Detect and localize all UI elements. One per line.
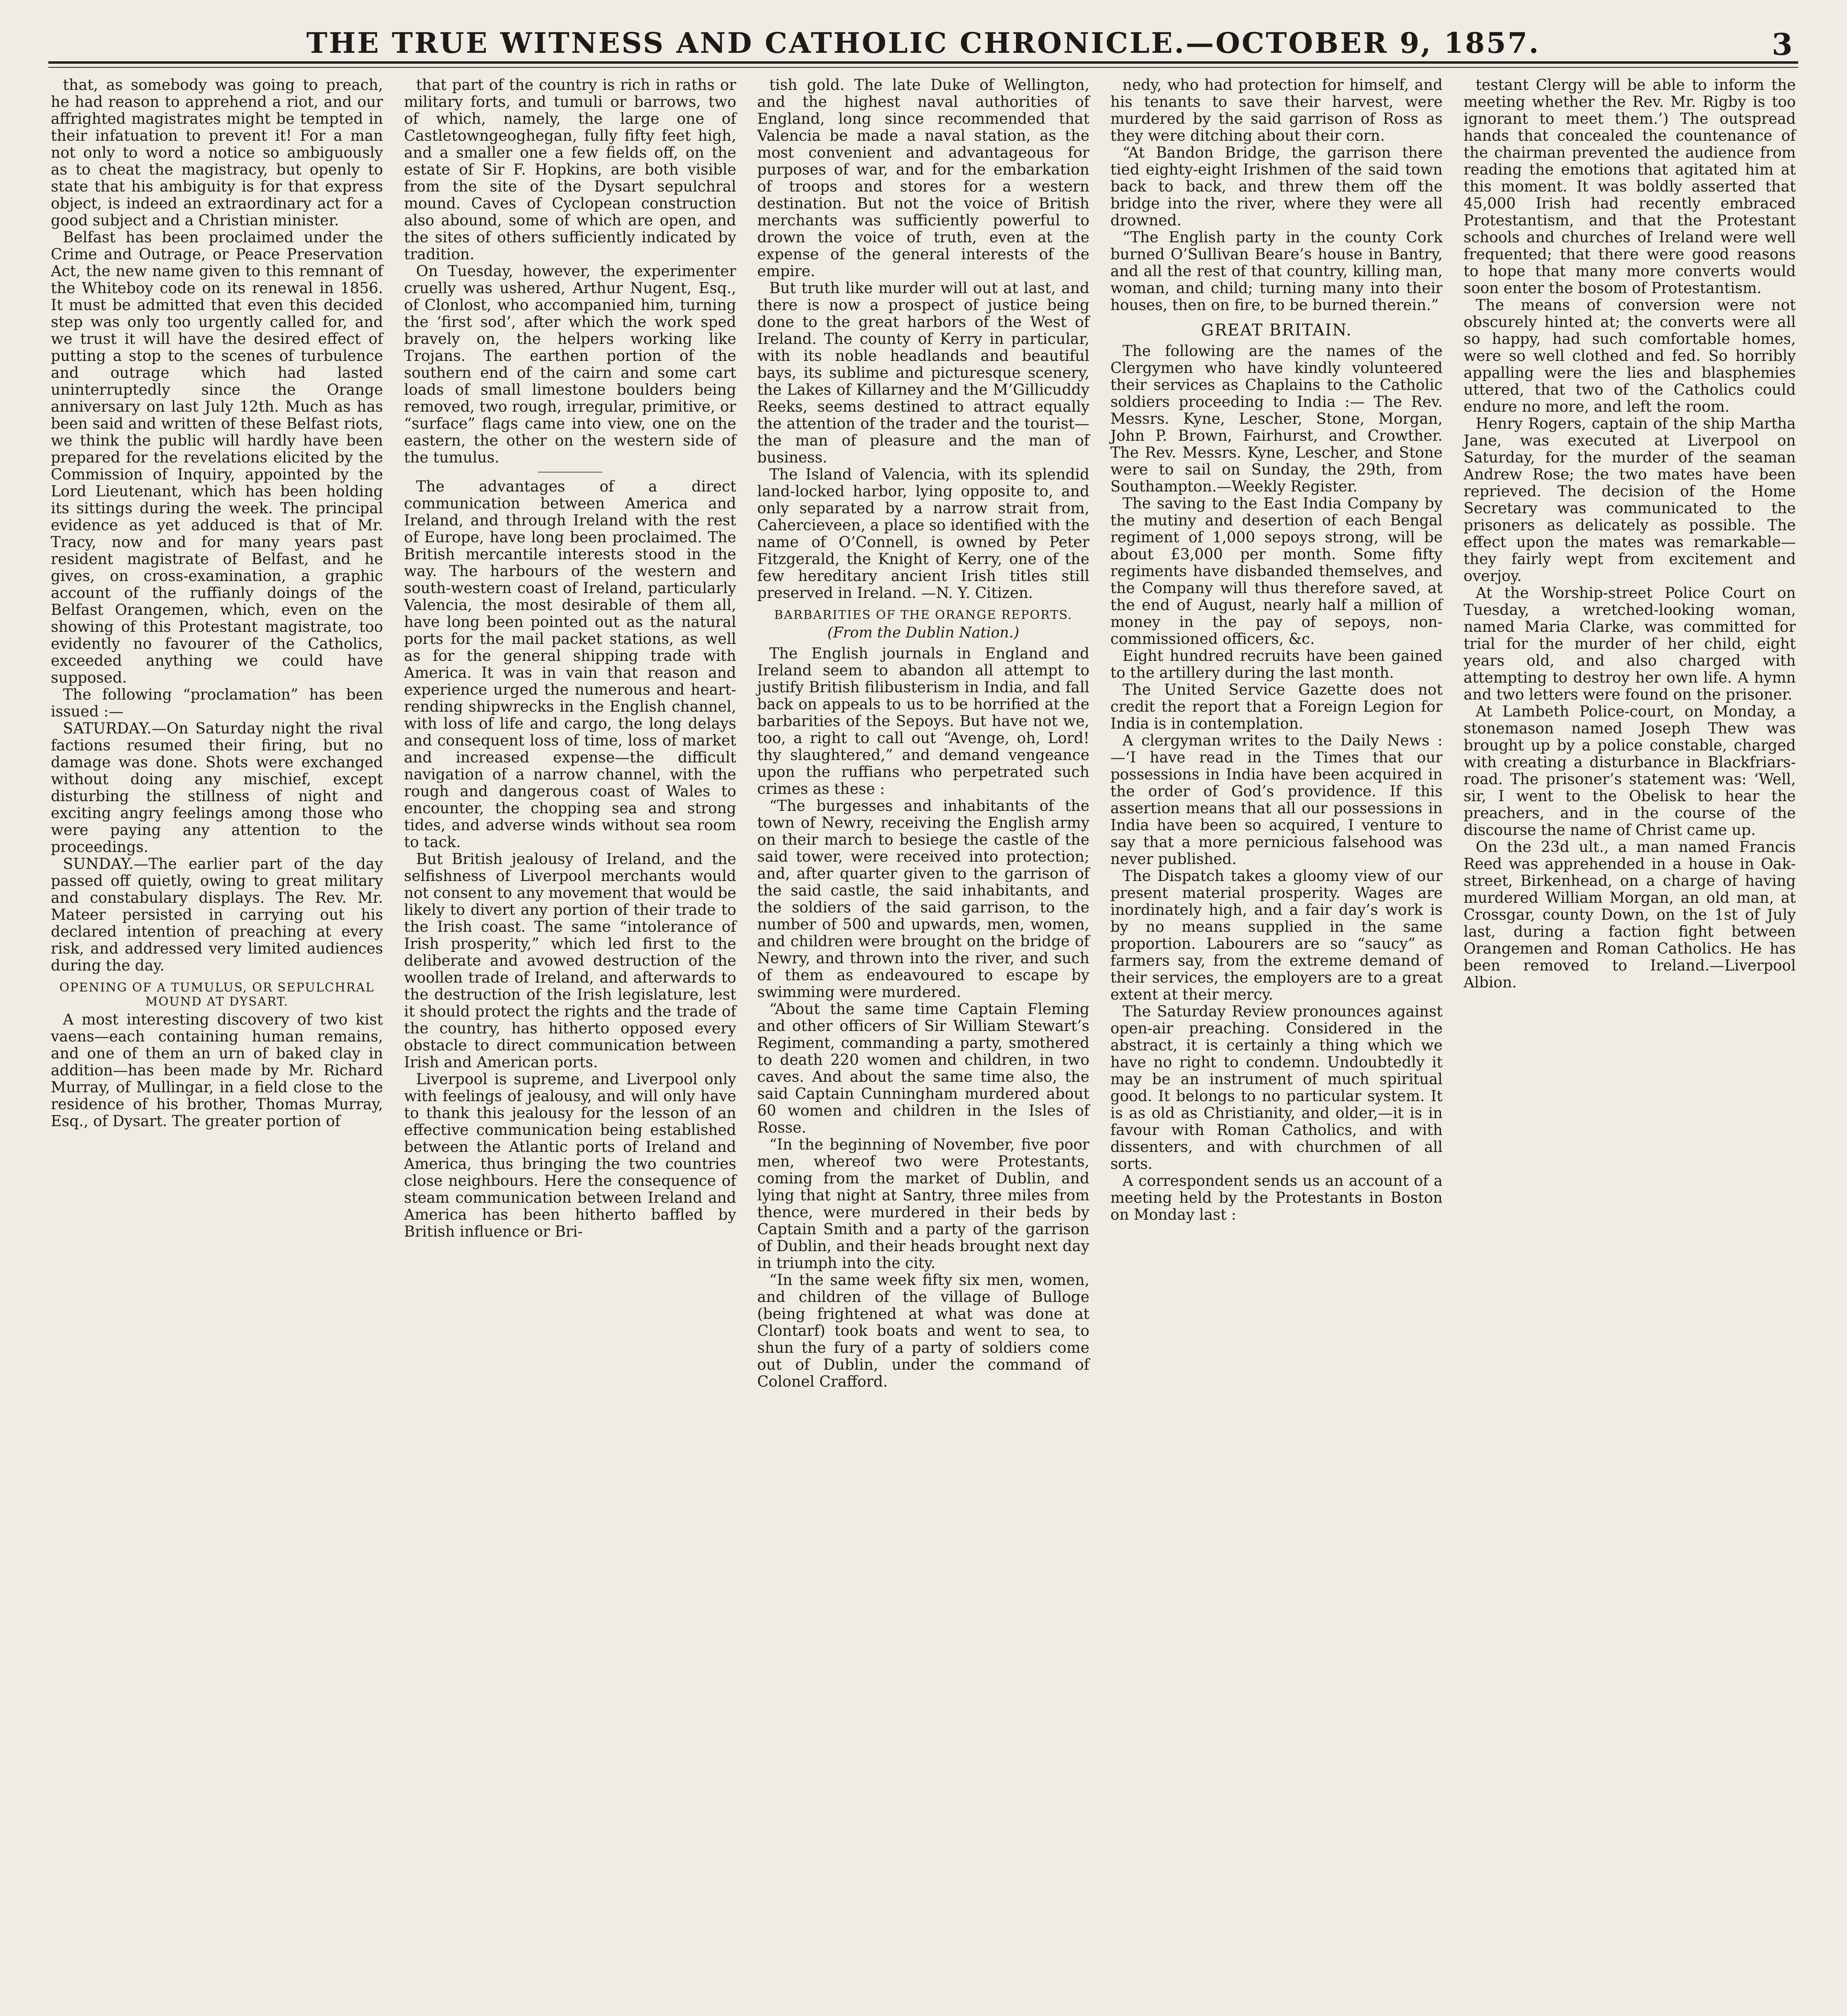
masthead bbox=[48, 26, 1798, 60]
paragraph: A most interesting discovery of two kist vaens—each containing human remains, and one of them an urn of baked clay in addition—has been made by Mr. Richard Murray, of Mullingar, in a field close to the residence of his brother, Thomas Murray, Esq., of Dysart. The greater portion of bbox=[51, 1011, 383, 1130]
paragraph: that part of the country is rich in raths or military forts, and tumuli or barrows, two of which, namely, the large one of Castletowngeoghegan, fully fifty feet high, and a smaller one a few fields off, on the estate of Sir F. Hopkins, are both visible from the site of the Dysart sepulchral mound. Caves of Cyclopean construction also abound, some of which are open, and the sites of others sufficiently indicated by tradition. bbox=[404, 77, 736, 263]
section-subhead: OPENING OF A TUMULUS, OR SEPULCHRAL MOUND AT DYSART. bbox=[59, 981, 375, 1009]
column-5 bbox=[1461, 77, 1798, 2016]
paragraph: But British jealousy of Ireland, and the selfishness of Liverpool merchants would not consent to any movement that would be likely to divert any portion of their trade to the Irish coast. The same “intolerance of Irish prosperity,” which led first to the deliberate and avowed destruction of the woollen trade of Ireland, and afterwards to the destruction of the Irish legislature, lest it should protect the rights and the trade of the country, has hitherto opposed every obstacle to direct communication between Irish and American ports. bbox=[404, 850, 736, 1071]
masthead-rule bbox=[48, 61, 1798, 64]
section-subhead: BARBARITIES OF THE ORANGE REPORTS. bbox=[774, 608, 1072, 622]
paragraph: “The burgesses and inhabitants of the town of Newry, receiving the English army on their march to besiege the castle of the said tower, were received into protection; and, after quarter given to the garrison of the said castle, the said inhabitants, and the soldiers of the said garrison, to the number of 500 and upwards, men, women, and children were brought on the bridge of Newry, and thrown into the river, and such of them as endeavoured to escape by swimming were murdered. bbox=[757, 797, 1089, 1001]
paragraph: The Saturday Review pronounces against open-air preaching. Considered in the abstract, it is certainly a thing which we have no right to condemn. Undoubtedly it may be an instrument of much spiritual good. It belongs to no particular system. It is as old as Christianity, and older,—it is in favour with Roman Catholics, and with dissenters, and with churchmen of all sorts. bbox=[1110, 1003, 1443, 1173]
paragraph: The saving to the East India Company by the mutiny and desertion of each Bengal regiment of 1,000 sepoys strong, will be about £3,000 per month. Some fifty regiments have disbanded themselves, and the Company will thus therefore saved, at the end of August, nearly half a million of money in the pay of sepoys, non-commissioned officers, &c. bbox=[1110, 495, 1443, 648]
paragraph: “The English party in the county Cork burned O’Sullivan Beare’s house in Bantry, and all the rest of that country, killing man, woman, and child; turning many into their houses, then on fire, to be burned therein.” bbox=[1110, 229, 1443, 314]
paragraph: A clergyman writes to the Daily News :—‘I have read in the Times that our possessions in India have been acquired in the order of God’s providence. If this assertion means that all our possessions in India have been so acquired, I venture to say that a more pernicious falsehood was never published. bbox=[1110, 732, 1443, 868]
page-number: 3 bbox=[1772, 27, 1794, 62]
paragraph: The Island of Valencia, with its splendid land-locked harbor, lying opposite to, and only separated by a narrow strait from, Cahercieveen, a place so identified with the name of O’Connell, is owned by Peter Fitzgerald, the Knight of Kerry, one of the few hereditary ancient Irish titles still preserved in Ireland. —N. Y. Citizen. bbox=[757, 466, 1089, 602]
paragraph: Eight hundred recruits have been gained to the artillery during the last month. bbox=[1110, 647, 1443, 681]
paragraph: At the Worship-street Police Court on Tuesday, a wretched-looking woman, named Maria Clarke, was committed for trial for the murder of her child, eight years old, and also charged with attempting to destroy her own life. A hymn and two letters were found on the prisoner. bbox=[1464, 584, 1796, 703]
column-2 bbox=[402, 77, 739, 2016]
masthead-title: THE TRUE WITNESS AND CATHOLIC CHRONICLE.—OCTOBER 9, 1857. bbox=[306, 26, 1541, 60]
paragraph: At Lambeth Police-court, on Monday, a stonemason named Joseph Thew was brought up by a police constable, charged with creating a disturbance in Blackfriars-road. The prisoner’s statement was: ‘Well, sir, I went to the Obelisk to hear the preachers, and in the course of the discourse the name of Christ came up. bbox=[1464, 703, 1796, 839]
paragraph: “At Bandon Bridge, the garrison there tied eighty-eight Irishmen of the said town back to back, and threw them off the bridge into the river, where they were all drowned. bbox=[1110, 144, 1443, 229]
column-3 bbox=[755, 77, 1092, 2016]
paragraph: The advantages of a direct communication between America and Ireland, and through Ireland with the rest of Europe, have long been proclaimed. The British mercantile interests stood in the way. The harbours of the western and south-western coast of Ireland, particularly Valencia, the most desirable of them all, have long been pointed out as the natural ports for the mail packet stations, as well as for the general shipping trade with America. It was in vain that reason and experience urged the numerous and heart-rending shipwrecks in the English channel, with loss of life and cargo, the long delays and consequent loss of time, loss of market and increased expense—the difficult navigation of a narrow channel, with the rough and dangerous coast of Wales to encounter, the chopping sea and strong tides, and adverse winds without sea room to tack. bbox=[404, 478, 736, 851]
paragraph: On the 23d ult., a man named Francis Reed was apprehended in a house in Oak-street, Birkenhead, on a charge of having murdered William Morgan, an old man, at Crossgar, county Down, on the 1st of July last, during a faction fight between Orangemen and Roman Catholics. He has been removed to Ireland.—Liverpool Albion. bbox=[1464, 838, 1796, 991]
paragraph: A correspondent sends us an account of a meeting held by the Protestants in Boston on Monday last : bbox=[1110, 1172, 1443, 1223]
masthead-rule-thin bbox=[48, 67, 1798, 68]
separator bbox=[538, 472, 602, 473]
paragraph: testant Clergy will be able to inform the meeting whether the Rev. Mr. Rigby is too ignorant to meet them.’) The outspread hands that concealed the countenance of the chairman prevented the audience from reading the emotions that agitated him at this moment. It was boldly asserted that 45,000 Irish had recently embraced Protestantism, and that the Protestant schools and churches of Ireland were well frequented; that there were good reasons to hope that many more converts would soon enter the bosom of Protestantism. bbox=[1464, 77, 1796, 297]
column-1 bbox=[48, 77, 385, 2016]
paragraph: Henry Rogers, captain of the ship Martha Jane, was executed at Liverpool on Saturday, for the murder of the seaman Andrew Rose; the two mates have been reprieved. The decision of the Home Secretary was communicated to the prisoners as delicately as possible. The effect upon the mates was remarkable—they fairly wept from excitement and overjoy. bbox=[1464, 415, 1796, 585]
section-heading: GREAT BRITAIN. bbox=[1201, 321, 1352, 339]
paragraph: “About the same time Captain Fleming and other officers of Sir William Stewart’s Regiment, commanding a party, smothered to death 220 women and children, in two caves. And about the same time also, the said Captain Cunningham murdered about 60 women and children in the Isles of Rosse. bbox=[757, 1000, 1089, 1136]
paragraph: “In the same week fifty six men, women, and children of the village of Bulloge (being frightened at what was done at Clontarf) took boats and went to sea, to shun the fury of a party of soldiers come out of Dublin, under the command of Colonel Crafford. bbox=[757, 1271, 1089, 1390]
paragraph: On Tuesday, however, the experimenter cruelly was ushered, Arthur Nugent, Esq., of Clonlost, who accompanied him, turning the ‘first sod’, after which the work sped bravely on, the helpers working like Trojans. The earthen portion of the southern end of the cairn and some cart loads of small limestone boulders being removed, two rough, irregular, primitive, or “surface” flags came into view, one on the eastern, the other on the western side of the tumulus. bbox=[404, 262, 736, 466]
paragraph: nedy, who had protection for himself, and his tenants to save their harvest, were murdered by the said garrison of Ross as they were ditching about their corn. bbox=[1110, 77, 1443, 144]
source-credit: (From the Dublin Nation.) bbox=[827, 625, 1019, 641]
paragraph: Liverpool is supreme, and Liverpool only with feelings of jealousy, and will only have to thank this jealousy for the lesson of an effective communication being established between the Atlantic ports of Ireland and America, thus bringing the two countries close neighbours. Here the consequence of steam communication between Ireland and America has been hitherto baffled by British influence or Bri- bbox=[404, 1070, 736, 1240]
paragraph: that, as somebody was going to preach, he had reason to apprehend a riot, and our affrighted magistrates might be tempted in their infatuation to prevent it! For a man not only to word a notice so ambiguously as to cheat the magistracy, but openly to state that his ambiguity is for that express object, is indeed an extraordinary act for a good subject and a Christian minister. bbox=[51, 77, 383, 229]
paragraph: “In the beginning of November, five poor men, whereof two were Protestants, coming from the market of Dublin, and lying that night at Santry, three miles from thence, were murdered in their beds by Captain Smith and a party of the garrison of Dublin, and their heads brought next day in triumph into the city. bbox=[757, 1136, 1089, 1272]
paragraph: The United Service Gazette does not credit the report that a Foreign Legion for India is in contemplation. bbox=[1110, 681, 1443, 732]
paragraph: SUNDAY.—The earlier part of the day passed off quietly, owing to great military and constabulary displays. The Rev. Mr. Mateer persisted in carrying out his declared intention of preaching at every risk, and addressed very limited audiences during the day. bbox=[51, 855, 383, 974]
column-4 bbox=[1108, 77, 1445, 2016]
paragraph: The following “proclamation” has been issued :— bbox=[51, 686, 383, 720]
paragraph: The Dispatch takes a gloomy view of our present material prosperity. Wages are inordinately high, and a fair day’s work is by no means supplied in the same proportion. Labourers are so “saucy” as farmers say, from the extreme demand of their services, the employers are to a great extent at their mercy. bbox=[1110, 867, 1443, 1003]
paragraph: tish gold. The late Duke of Wellington, and the highest naval authorities of England, long since recommended that Valencia be made a naval station, as the most convenient and advantageous for purposes of war, and for the embarkation of troops and stores for a western destination. But not the voice of British merchants was sufficiently powerful to drown the voice of truth, even at the expense of the general interests of the empire. bbox=[757, 77, 1089, 280]
paragraph: The means of conversion were not obscurely hinted at; the converts were all so happy, had such comfortable homes, were so well clothed and fed. So horribly appalling were the lies and blasphemies uttered, that two of the Catholics could endure no more, and left the room. bbox=[1464, 296, 1796, 415]
paragraph: But truth like murder will out at last, and there is now a prospect of justice being done to the great harbors of the West of Ireland. The county of Kerry in particular, with its noble headlands and beautiful bays, its sublime and picturesque scenery, the Lakes of Killarney and the M’Gillicuddy Reeks, seems destined to attract equally the attention of the trader and the tourist—the man of pleasure and the man of business. bbox=[757, 279, 1089, 466]
paragraph: The English journals in England and Ireland seem to abandon all attempt to justify British filibusterism in India, and fall back on appeals to us to be horrified at the barbarities of the Sepoys. But have not we, too, a right to call out “Avenge, oh, Lord! thy slaughtered,” and demand vengeance upon the ruffians who perpetrated such crimes as these : bbox=[757, 645, 1089, 798]
paragraph: The following are the names of the Clergymen who have kindly volunteered their services as Chaplains to the Catholic soldiers proceeding to India :— The Rev. Messrs. Kyne, Lescher, Stone, Morgan, John P. Brown, Fairhurst, and Crowther. The Rev. Messrs. Kyne, Lescher, and Stone were to sail on Sunday, the 29th, from Southampton.—Weekly Register. bbox=[1110, 342, 1443, 495]
paragraph: SATURDAY.—On Saturday night the rival factions resumed their firing, but no damage was done. Shots were exchanged without doing any mischief, except disturbing the stillness of night and exciting angry feelings among those who were paying any attention to the proceedings. bbox=[51, 720, 383, 856]
article-columns bbox=[48, 77, 1798, 2016]
paragraph: Belfast has been proclaimed under the Crime and Outrage, or Peace Preservation Act, the new name given to this remnant of the Whiteboy code on its renewal in 1856. It must be admitted that even this decided step was only too urgently called for, and we trust it will have the desired effect of putting a stop to the scenes of turbulence and outrage which had lasted uninterruptedly since the Orange anniversary on last July 12th. Much as has been said and written of these Belfast riots, we think the public will hardly have been prepared for the revelations elicited by the Commission of Inquiry, appointed by the Lord Lieutenant, which has been holding its sittings during the week. The principal evidence as yet adduced is that of Mr. Tracy, now and for many years past resident magistrate of Belfast, and he gives, on cross-examination, a graphic account of the ruffianly doings of the Belfast Orangemen, which, even on the showing of this Protestant magistrate, too evidently no favourer of the Catholics, exceeded anything we could have supposed. bbox=[51, 229, 383, 686]
